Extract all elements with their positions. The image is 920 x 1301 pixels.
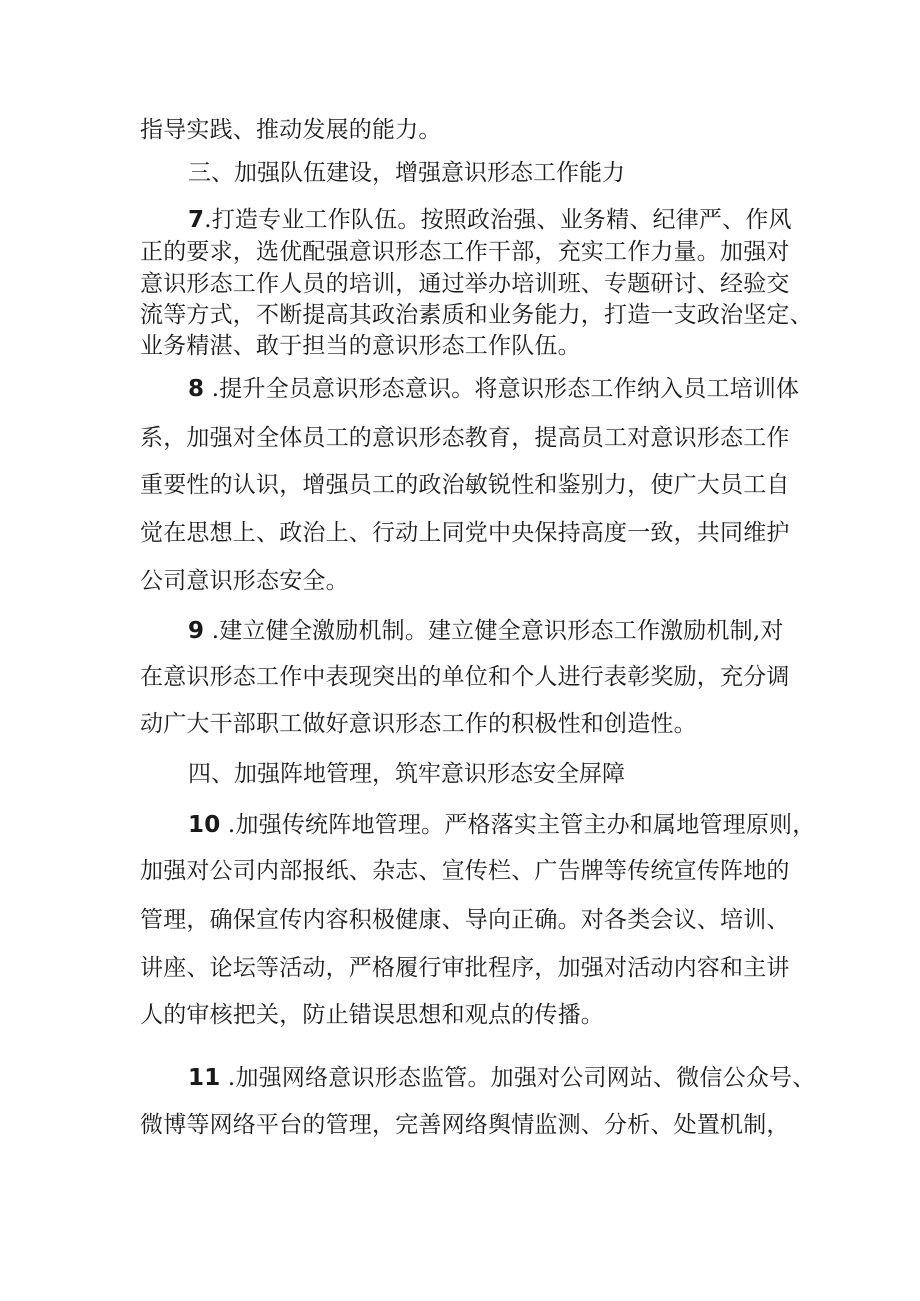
paragraph-8-line-1 bbox=[188, 374, 799, 404]
paragraph-line: 指导实践、推动发展的能力。 bbox=[140, 117, 442, 143]
item-number: 11 bbox=[188, 1065, 221, 1091]
paragraph-9-line-3: 动广大干部职工做好意识形态工作的积极性和创造性。 bbox=[140, 711, 697, 737]
paragraph-8-line-2: 系，加强对全体员工的意识形态教育，提高员工对意识形态工作 bbox=[140, 425, 790, 451]
item-number: 8 bbox=[188, 376, 205, 402]
paragraph-8-line-4: 觉在思想上、政治上、行动上同党中央保持高度一致，共同维护 bbox=[140, 520, 790, 546]
item-number: 10 bbox=[188, 812, 221, 838]
paragraph-9-line-2: 在意识形态工作中表现突出的单位和个人进行表彰奖励，充分调 bbox=[140, 664, 790, 690]
paragraph-10-line-1 bbox=[188, 810, 815, 840]
paragraph-text: .加强传统阵地管理。严格落实主管主办和属地管理原则， bbox=[220, 812, 816, 838]
paragraph-text: .建立健全激励机制。建立健全意识形态工作激励机制,对 bbox=[204, 618, 784, 644]
paragraph-10-line-4: 讲座、论坛等活动，严格履行审批程序，加强对活动内容和主讲 bbox=[140, 955, 790, 981]
paragraph-7-line-2: 正的要求，选优配强意识形态工作干部，充实工作力量。加强对 bbox=[140, 239, 790, 265]
item-number: 9 bbox=[188, 618, 205, 644]
paragraph-text: .提升全员意识形态意识。将意识形态工作纳入员工培训体 bbox=[204, 376, 800, 402]
item-number: 7 bbox=[188, 207, 205, 233]
paragraph-11-line-1 bbox=[188, 1063, 815, 1093]
paragraph-7-line-3: 意识形态工作人员的培训，通过举办培训班、专题研讨、经验交 bbox=[140, 271, 790, 297]
paragraph-9-line-1 bbox=[188, 616, 784, 646]
paragraph-8-line-5: 公司意识形态安全。 bbox=[140, 568, 349, 594]
paragraph-text: .打造专业工作队伍。按照政治强、业务精、纪律严、作风 bbox=[204, 207, 792, 233]
paragraph-8-line-3: 重要性的认识，增强员工的政治敏锐性和鉴别力，使广大员工自 bbox=[140, 472, 790, 498]
paragraph-10-line-5: 人的审核把关，防止错误思想和观点的传播。 bbox=[140, 1002, 604, 1028]
section-heading-3: 三、加强队伍建设，增强意识形态工作能力 bbox=[188, 160, 625, 186]
paragraph-10-line-2: 加强对公司内部报纸、杂志、宣传栏、广告牌等传统宣传阵地的 bbox=[140, 858, 790, 884]
paragraph-7-line-5: 业务精湛、敢于担当的意识形态工作队伍。 bbox=[140, 333, 581, 359]
paragraph-7-line-4: 流等方式，不断提高其政治素质和业务能力，打造一支政治坚定、 bbox=[140, 302, 813, 328]
paragraph-11-line-2: 微博等网络平台的管理，完善网络舆情监测、分析、处置机制， bbox=[140, 1112, 790, 1138]
paragraph-text: .加强网络意识形态监管。加强对公司网站、微信公众号、 bbox=[220, 1065, 816, 1091]
paragraph-7-line-1 bbox=[188, 205, 792, 235]
paragraph-10-line-3: 管理，确保宣传内容积极健康、导向正确。对各类会议、培训、 bbox=[140, 907, 790, 933]
section-heading-4: 四、加强阵地管理，筑牢意识形态安全屏障 bbox=[188, 761, 625, 787]
